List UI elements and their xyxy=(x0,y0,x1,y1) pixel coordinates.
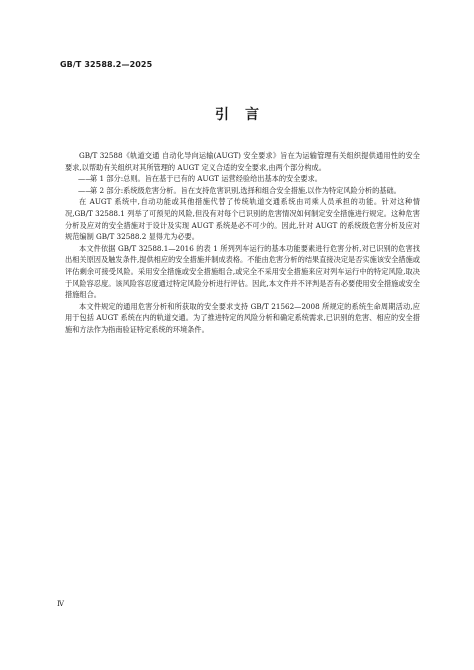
intro-paragraph-2: 在 AUGT 系统中,自动功能或其他措施代替了传统轨道交通系统由司乘人员承担的功能。针对这种情况,GB/T 32588.1 列举了可预见的风险,但没有对每个已识别的危害情况如何制定安全措施进行规定。这种危害分析及应对的安全措施对于设计及实现 AUGT 系统是必不可少的。因此,针对 AUGT 的系统级危害分析及应对规范编制 GB/T 32588.2 显得尤为必要。 xyxy=(65,197,420,242)
list-dash: —— xyxy=(78,185,93,195)
part-list-item-text: 第 1 部分:总则。旨在基于已有的 AUGT 运营经验给出基本的安全要求。 xyxy=(90,174,322,184)
intro-paragraph-3: 本文件依据 GB/T 32588.1—2016 的表 1 所列列车运行的基本功能要素进行危害分析,对已识别的危害找出相关原因及触发条件,提供相应的安全措施并制成表格。不能由危害分析的结果直接决定是否实施该安全措施或评估剩余可接受风险。采用安全措施或安全措施组合,或完全不采用安全措施来应对列车运行中的特定风险,取决于风险容忍度。该风险容忍度通过特定风险分析进行评估。因此,本文件并不评判是否有必要使用安全措施或安全措施组合。 xyxy=(65,243,420,300)
list-dash: —— xyxy=(78,174,93,184)
introduction-body xyxy=(65,150,420,336)
intro-paragraph-4: 本文件规定的通用危害分析和所获取的安全要求支持 GB/T 21562—2008 所规定的系统生命周期活动,应用于包括 AUGT 系统在内的轨道交通。为了推进特定的风险分析和确定系统需求,已识别的危害、相应的安全措施和方法作为指南验证特定系统的环境条件。 xyxy=(65,301,420,334)
page-number: Ⅳ xyxy=(57,600,64,608)
part-list-item-text: 第 2 部分:系统级危害分析。旨在支持危害识别,选择和组合安全措施,以作为特定风险分析的基础。 xyxy=(90,185,401,195)
part-list-item-1 xyxy=(65,173,420,185)
part-list-item-2 xyxy=(65,185,420,197)
page-title: 引言 xyxy=(215,107,275,123)
standard-number-header: GB/T 32588.2—2025 xyxy=(60,60,153,69)
intro-paragraph-1: GB/T 32588《轨道交通 自动化导向运输(AUGT) 安全要求》旨在为运输管理有关组织提供通用性的安全要求,以帮助有关组织对其所管理的 AUGT 定义合适的安全要求,由两个部分构成。 xyxy=(65,151,420,172)
